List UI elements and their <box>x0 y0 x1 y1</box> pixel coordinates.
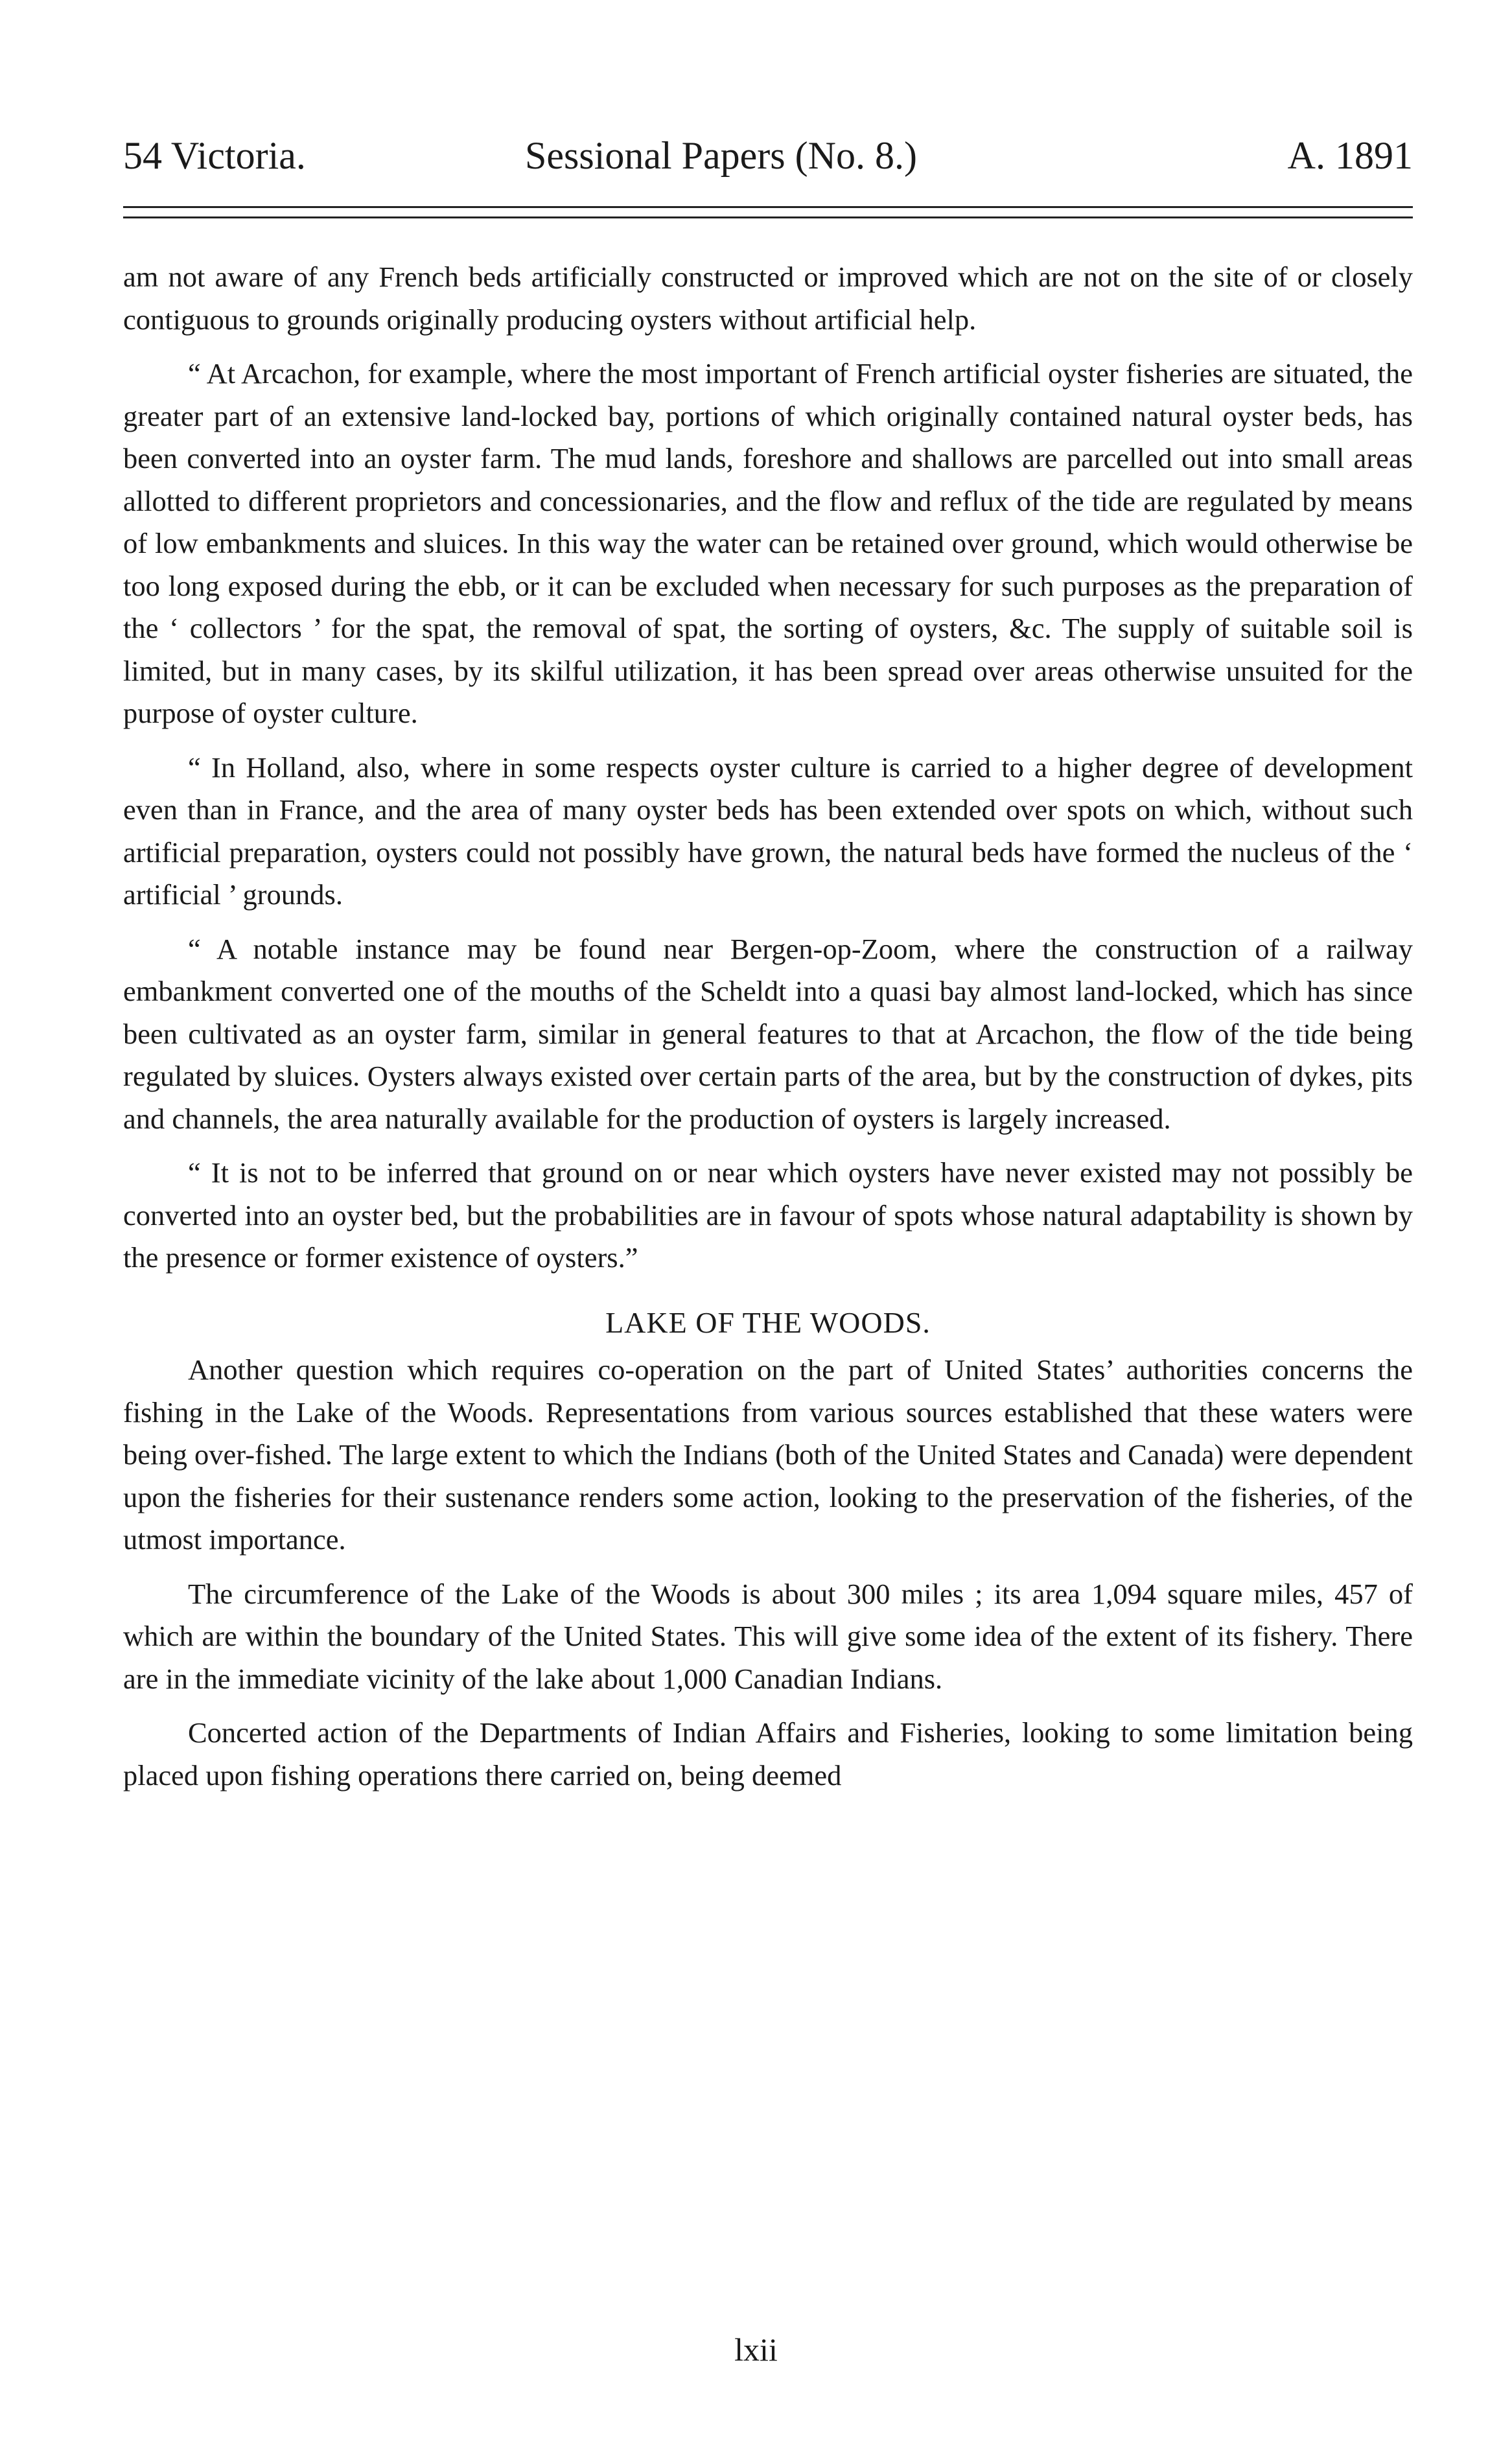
header-session: 54 Victoria. <box>123 134 306 177</box>
paragraph-circumference: The circumference of the Lake of the Woods is about 300 miles ; its area 1,094 square miles, 457 of which are within the boundary of the United States. This will give some idea of the extent of its fishery. There are in the immediate vicinity of the lake about 1,000 Canadian Indians. <box>123 1577 1413 1695</box>
paragraph-cooperation: Another question which requires co-operation on the part of United States’ authorities concerns the fishing in the Lake of the Woods. Representations from various sources established that these waters were being over-fished. The large extent to which the Indians (both of the United States and Canada) were dependent upon the fisheries for their sustenance renders some action, looking to the preservation of the fisheries, of the utmost importance. <box>123 1353 1413 1556</box>
paragraph-continuation: am not aware of any French beds artificially constructed or improved which are not on the site of or closely contiguous to grounds originally producing oysters without artificial help. <box>123 261 1413 336</box>
paragraph-arcachon: “ At Arcachon, for example, where the most important of French artificial oyster fisheries are situated, the greater part of an extensive land-locked bay, portions of which originally contained natural oyster beds, has been converted into an oyster farm. The mud lands, foreshore and shallows are parcelled out into small areas allotted to different proprietors and concessionaries, and the flow and reflux of the tide are regulated by means of low embankments and sluices. In this way the water can be retained over ground, which would otherwise be too long exposed during the ebb, or it can be excluded when necessary for such purposes as the preparation of the ‘ collectors ’ for the spat, the removal of spat, the sorting of oysters, &c. The supply of suitable soil is limited, but in many cases, by its skilful utilization, it has been spread over areas otherwise unsuited for the purpose of oyster culture. <box>123 357 1413 729</box>
running-header <box>123 130 1413 181</box>
header-publication: Sessional Papers (No. 8.) <box>525 134 917 177</box>
header-rule-top <box>123 206 1413 208</box>
paragraph-bergen-op-zoom: “ A notable instance may be found near Bergen-op-Zoom, where the construction of a railway embankment converted one of the mouths of the Scheldt into a quasi bay almost land-locked, which has since been cultivated as an oyster farm, similar in general features to that at Arcachon, the flow of the tide being regulated by sluices. Oysters always existed over certain parts of the area, but by the construction of dykes, pits and channels, the area naturally available for the production of oysters is largely increased. <box>123 932 1413 1135</box>
body-text <box>123 256 1413 1808</box>
paragraph-holland: “ In Holland, also, where in some respects oyster culture is carried to a higher degree of development even than in France, and the area of many oyster beds has been extended over spots on which, without such artificial preparation, oysters could not possibly have grown, the natural beds have formed the nucleus of the ‘ artificial ’ grounds. <box>123 751 1413 911</box>
section-heading: LAKE OF THE WOODS. <box>605 1305 931 1339</box>
page-number: lxii <box>734 2331 778 2368</box>
header-rule-bottom <box>123 216 1413 218</box>
paragraph-concerted-action: Concerted action of the Departments of Indian Affairs and Fisheries, looking to some limitation being placed upon fishing operations there carried on, being deemed <box>123 1716 1413 1791</box>
header-year: A. 1891 <box>1287 134 1413 177</box>
paragraph-inference: “ It is not to be inferred that ground on or near which oysters have never existed may not possibly be converted into an oyster bed, but the probabilities are in favour of spots whose natural adaptability is shown by the presence or former existence of oysters.” <box>123 1156 1413 1274</box>
